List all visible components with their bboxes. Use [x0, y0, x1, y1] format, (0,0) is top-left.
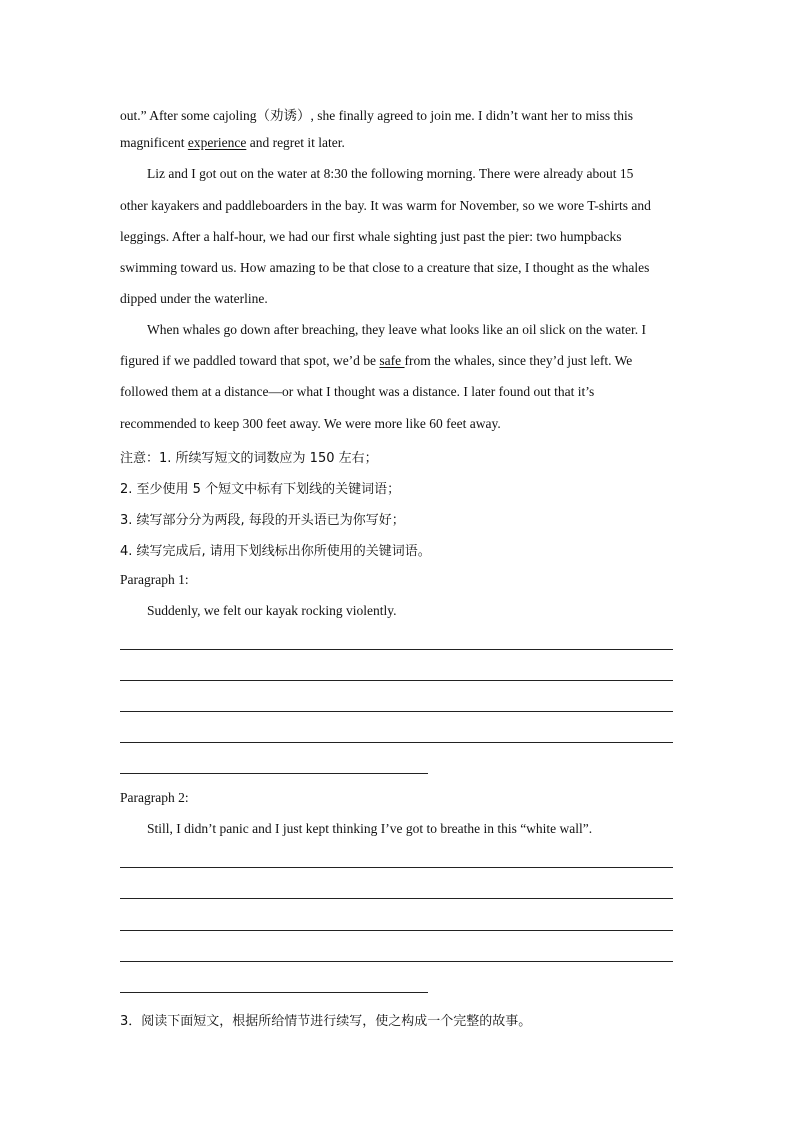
writing-line[interactable]	[120, 898, 673, 899]
paragraph-1-label: Paragraph 1:	[120, 572, 189, 587]
writing-line[interactable]	[120, 961, 673, 962]
passage-text: figured if we paddled toward that spot, we’d be	[120, 353, 380, 368]
passage-line	[120, 353, 632, 369]
paragraph-1-opening: Suddenly, we felt our kayak rocking violently.	[147, 603, 397, 618]
next-question-heading: 3．阅读下面短文，根据所给情节进行续写，使之构成一个完整的故事。	[120, 1014, 532, 1029]
passage-line: When whales go down after breaching, they leave what looks like an oil slick on the water. I	[147, 322, 646, 337]
passage-text: from the whales, since they’d just left. We	[404, 353, 633, 368]
passage-line: Liz and I got out on the water at 8:30 the following morning. There were already about 15	[147, 166, 634, 181]
passage-text: magnificent	[120, 135, 188, 150]
passage-line: swimming toward us. How amazing to be that close to a creature that size, I thought as the whales	[120, 260, 650, 275]
passage-line: other kayakers and paddleboarders in the bay. It was warm for November, so we wore T-shirts and	[120, 198, 651, 213]
passage-line: recommended to keep 300 feet away. We were more like 60 feet away.	[120, 416, 501, 431]
writing-line[interactable]	[120, 992, 428, 993]
paragraph-2-opening: Still, I didn’t panic and I just kept thinking I’ve got to breathe in this “white wall”.	[147, 821, 593, 836]
writing-line[interactable]	[120, 930, 673, 931]
writing-line[interactable]	[120, 867, 673, 868]
note-1: 注意：1. 所续写短文的词数应为 150 左右；	[120, 451, 378, 466]
note-2: 2. 至少使用 5 个短文中标有下划线的关键词语；	[120, 482, 401, 497]
note-4: 4. 续写完成后, 请用下划线标出你所使用的关键词语。	[120, 544, 431, 559]
writing-line[interactable]	[120, 773, 428, 774]
note-3: 3. 续写部分分为两段, 每段的开头语已为你写好；	[120, 513, 405, 528]
writing-line[interactable]	[120, 649, 673, 650]
passage-line: out.” After some cajoling（劝诱）, she finally agreed to join me. I didn’t want her to miss this	[120, 108, 634, 123]
writing-line[interactable]	[120, 680, 673, 681]
writing-line[interactable]	[120, 742, 673, 743]
keyword-experience: experience	[187, 135, 247, 150]
passage-text: and regret it later.	[246, 135, 345, 150]
passage-line: dipped under the waterline.	[120, 291, 268, 306]
passage-line: followed them at a distance—or what I thought was a distance. I later found out that it’s	[120, 384, 595, 399]
passage-line: leggings. After a half-hour, we had our first whale sighting just past the pier: two humpbacks	[120, 229, 622, 244]
passage-line	[120, 135, 345, 151]
paragraph-2-label: Paragraph 2:	[120, 790, 189, 805]
keyword-safe: safe	[379, 353, 405, 368]
writing-line[interactable]	[120, 711, 673, 712]
